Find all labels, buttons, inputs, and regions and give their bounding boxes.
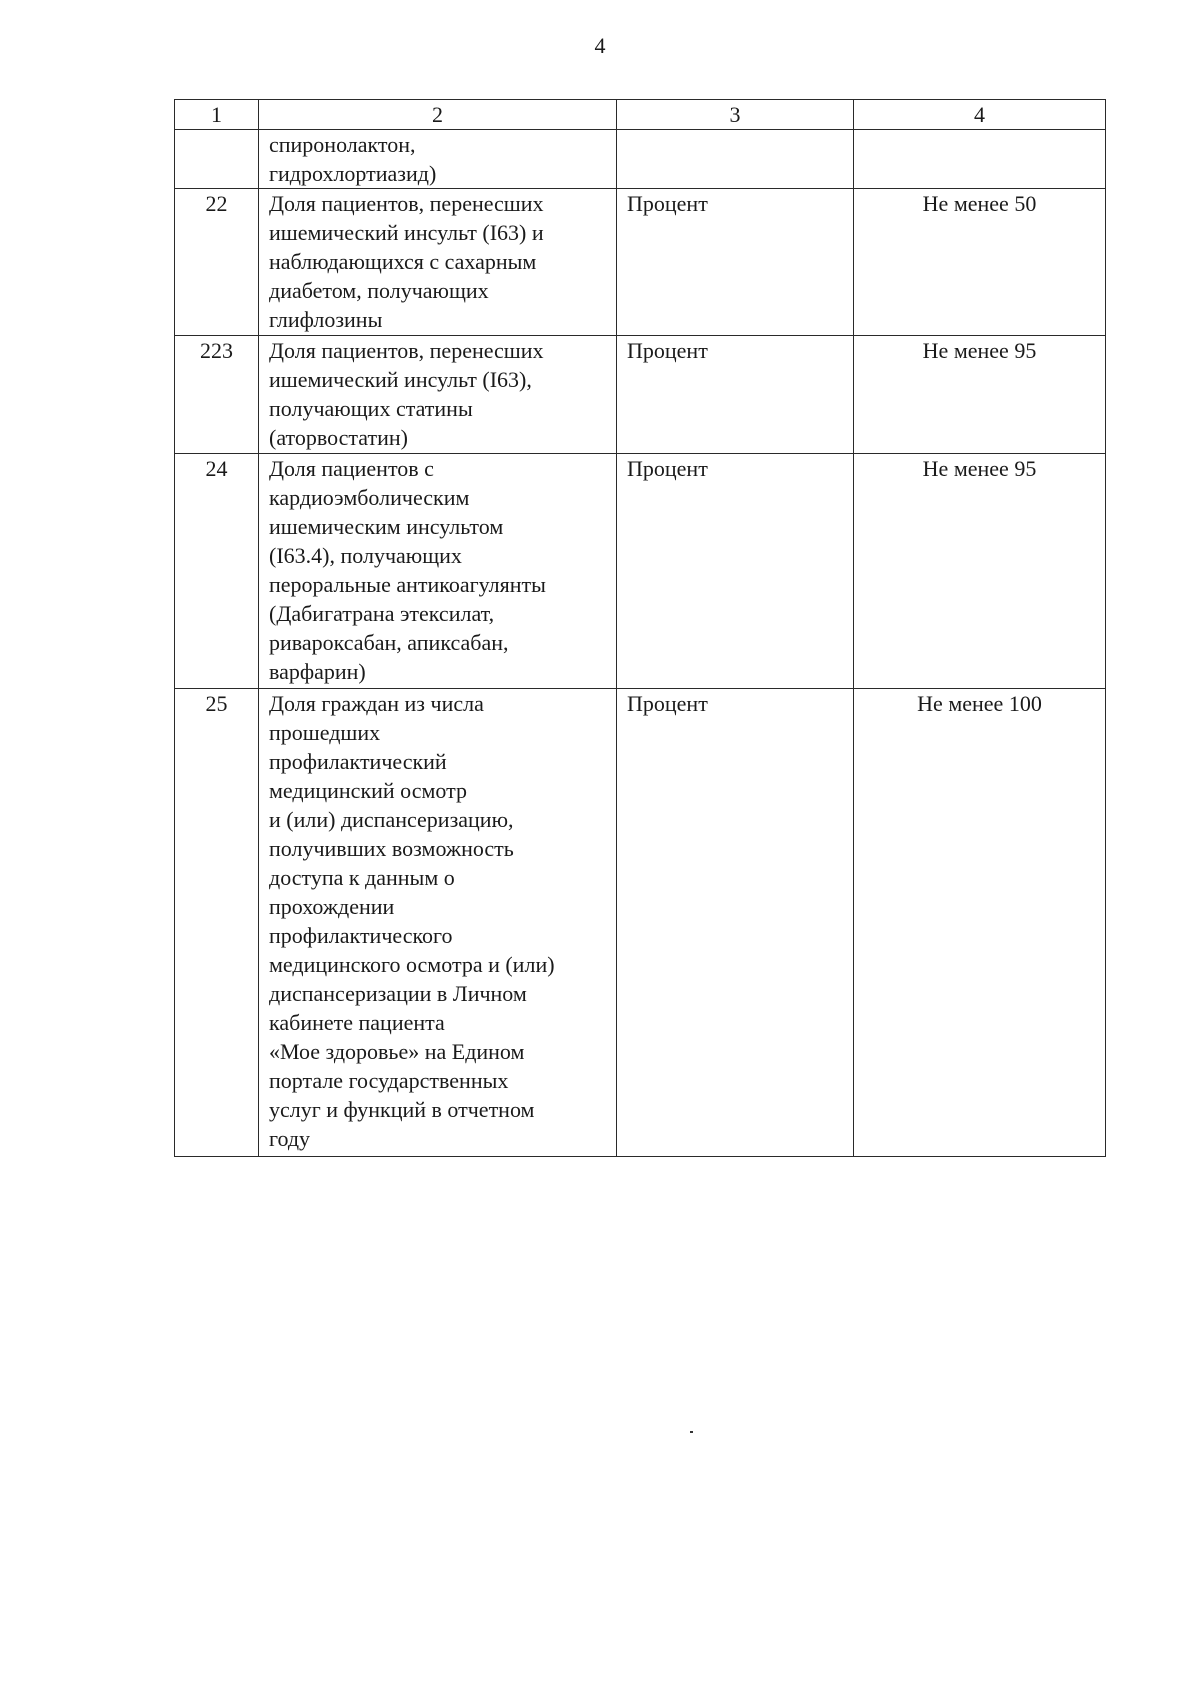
row-value	[854, 130, 1106, 189]
header-cell-3: 3	[617, 100, 854, 130]
row-unit: Процент	[617, 689, 854, 1157]
table-row	[175, 336, 1106, 454]
row-unit: Процент	[617, 189, 854, 336]
table-header-row	[175, 100, 1106, 130]
indicators-table	[174, 99, 1106, 1157]
page-number: 4	[594, 33, 606, 58]
row-number: 25	[175, 689, 259, 1157]
row-value: Не менее 95	[854, 454, 1106, 689]
header-cell-4: 4	[854, 100, 1106, 130]
row-unit: Процент	[617, 336, 854, 454]
row-number: 22	[175, 189, 259, 336]
table-row	[175, 689, 1106, 1157]
row-indicator: Доля пациентов, перенесших ишемический инсульт (I63) и наблюдающихся с сахарным диабетом, получающих глифлозины	[259, 189, 617, 336]
row-indicator: спиронолактон, гидрохлортиазид)	[259, 130, 617, 189]
header-cell-1: 1	[175, 100, 259, 130]
table-row	[175, 189, 1106, 336]
row-indicator: Доля граждан из числа прошедших профилактический медицинский осмотр и (или) диспансеризацию, получивших возможность доступа к данным о прохождении профилактического медицинского осмотра и (или) диспансеризации в Личном кабинете пациента «Мое здоровье» на Едином портале государственных услуг и функций в отчетном году	[259, 689, 617, 1157]
row-indicator: Доля пациентов с кардиоэмболическим ишемическим инсультом (I63.4), получающих пероральные антикоагулянты (Дабигатрана этексилат, ривароксабан, апиксабан, варфарин)	[259, 454, 617, 689]
row-number: 223	[175, 336, 259, 454]
table-row	[175, 454, 1106, 689]
table-row	[175, 130, 1106, 189]
row-unit: Процент	[617, 454, 854, 689]
row-value: Не менее 100	[854, 689, 1106, 1157]
row-indicator: Доля пациентов, перенесших ишемический инсульт (I63), получающих статины (аторвостатин)	[259, 336, 617, 454]
header-cell-2: 2	[259, 100, 617, 130]
row-number	[175, 130, 259, 189]
scan-speck	[690, 1431, 693, 1433]
row-unit	[617, 130, 854, 189]
row-number: 24	[175, 454, 259, 689]
row-value: Не менее 95	[854, 336, 1106, 454]
row-value: Не менее 50	[854, 189, 1106, 336]
